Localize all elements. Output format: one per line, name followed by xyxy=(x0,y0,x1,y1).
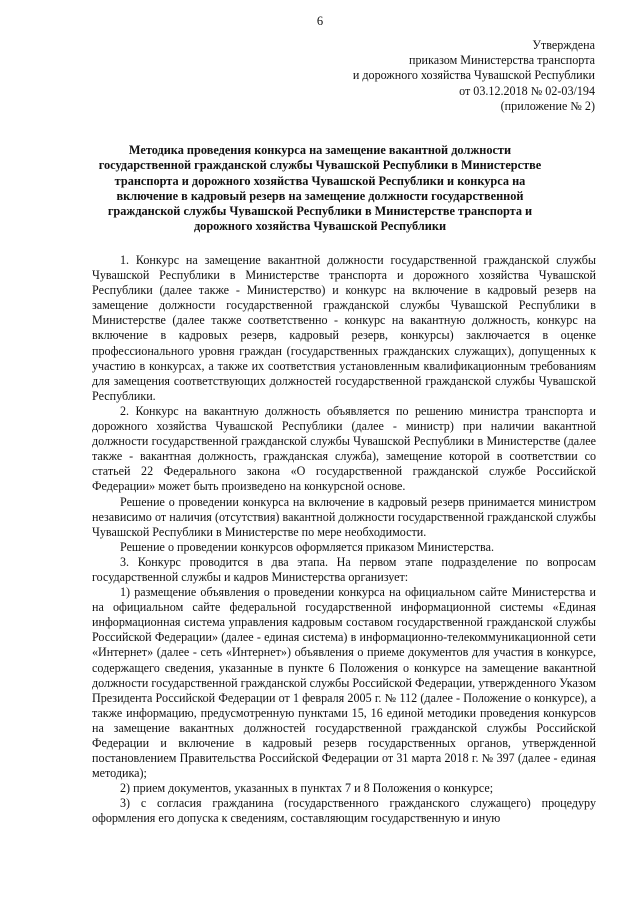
body-paragraph: 3) с согласия гражданина (государственного гражданского служащего) процедуру оформления его допуска к сведениям, составляющим государственную и иную xyxy=(92,796,596,826)
approval-line: и дорожного хозяйства Чувашской Республики xyxy=(352,68,595,83)
document-body xyxy=(92,253,596,827)
approval-line: приказом Министерства транспорта xyxy=(409,53,595,68)
approval-line: (приложение № 2) xyxy=(500,98,595,113)
body-paragraph: 3. Конкурс проводится в два этапа. На первом этапе подразделение по вопросам государственной службы и кадров Министерства организует: xyxy=(92,554,596,584)
approval-block xyxy=(353,38,595,114)
body-paragraph: 1. Конкурс на замещение вакантной должности государственной гражданской службы Чувашской Республики в Министерстве транспорта и дорожного хозяйства Чувашской Республики (далее также - Министерство) и конкурс на включение в кадровый резерв на замещение должности государственной гражданской службы Чувашской Республики в Министерстве (далее также соответственно - конкурс на вакантную должность, конкурс на включение в кадровых резерв, кадровый резерв, конкурсы) заключается в оценке профессионального уровня граждан (государственных гражданских служащих), допущенных к участию в конкурсах, а также их соответствия установленным квалификационным требованиям для замещения соответствующих должностей государственной гражданской службы Чувашской Республики. xyxy=(92,253,596,403)
body-paragraph: Решение о проведении конкурса на включение в кадровый резерв принимается министром независимо от наличия (отсутствия) вакантной должности государственной гражданской службы Чувашской Республики в Министерстве по мере необходимости. xyxy=(92,494,596,539)
approval-line: Утверждена xyxy=(532,38,595,52)
page-number: 6 xyxy=(316,14,324,28)
approval-line: от 03.12.2018 № 02-03/194 xyxy=(459,83,595,98)
body-paragraph: 1) размещение объявления о проведении конкурса на официальном сайте Министерства и на официальном сайте федеральной государственной информационной системы «Единая информационная система управления кадровым составом государственной гражданской службы Российской Федерации» (далее - единая система) в информационно-телекоммуникационной сети «Интернет» (далее - сеть «Интернет») объявления о приеме документов для участия в конкурсе, содержащего сведения, указанные в пункте 6 Положения о конкурсе на замещение вакантной должности государственной гражданской службы Российской Федерации, утвержденного Указом Президента Российской Федерации от 1 февраля 2005 г. № 112 (далее - Положение о конкурсе), а также информацию, предусмотренную пунктами 15, 16 единой методики проведения конкурсов на замещение вакантных должностей государственной гражданской службы Российской Федерации и включение в кадровый резерв государственных органов, утвержденной постановлением Правительства Российской Федерации от 31 марта 2018 г. № 397 (далее - единая методика); xyxy=(92,585,596,781)
document-title: Методика проведения конкурса на замещение вакантной должности государственной гражданской службы Чувашской Республики в Министерстве транспорта и дорожного хозяйства Чувашской Республики и конкурса на включение в кадровый резерв на замещение должности государственной гражданской службы Чувашской Республики в Министерстве транспорта и дорожного хозяйства Чувашской Республики xyxy=(98,143,542,234)
body-paragraph: 2) прием документов, указанных в пунктах 7 и 8 Положения о конкурсе; xyxy=(120,781,494,796)
body-paragraph: 2. Конкурс на вакантную должность объявляется по решению министра транспорта и дорожного хозяйства Чувашской Республики (далее - министр) при наличии вакантной должности государственной гражданской службы Чувашской Республики в Министерстве (далее также - вакантная должность, гражданская служба), замещение которой в соответствии со статьей 22 Федерального закона «О государственной гражданской службе Российской Федерации» может быть произведено на конкурсной основе. xyxy=(92,403,596,494)
body-paragraph: Решение о проведении конкурсов оформляется приказом Министерства. xyxy=(120,539,495,554)
